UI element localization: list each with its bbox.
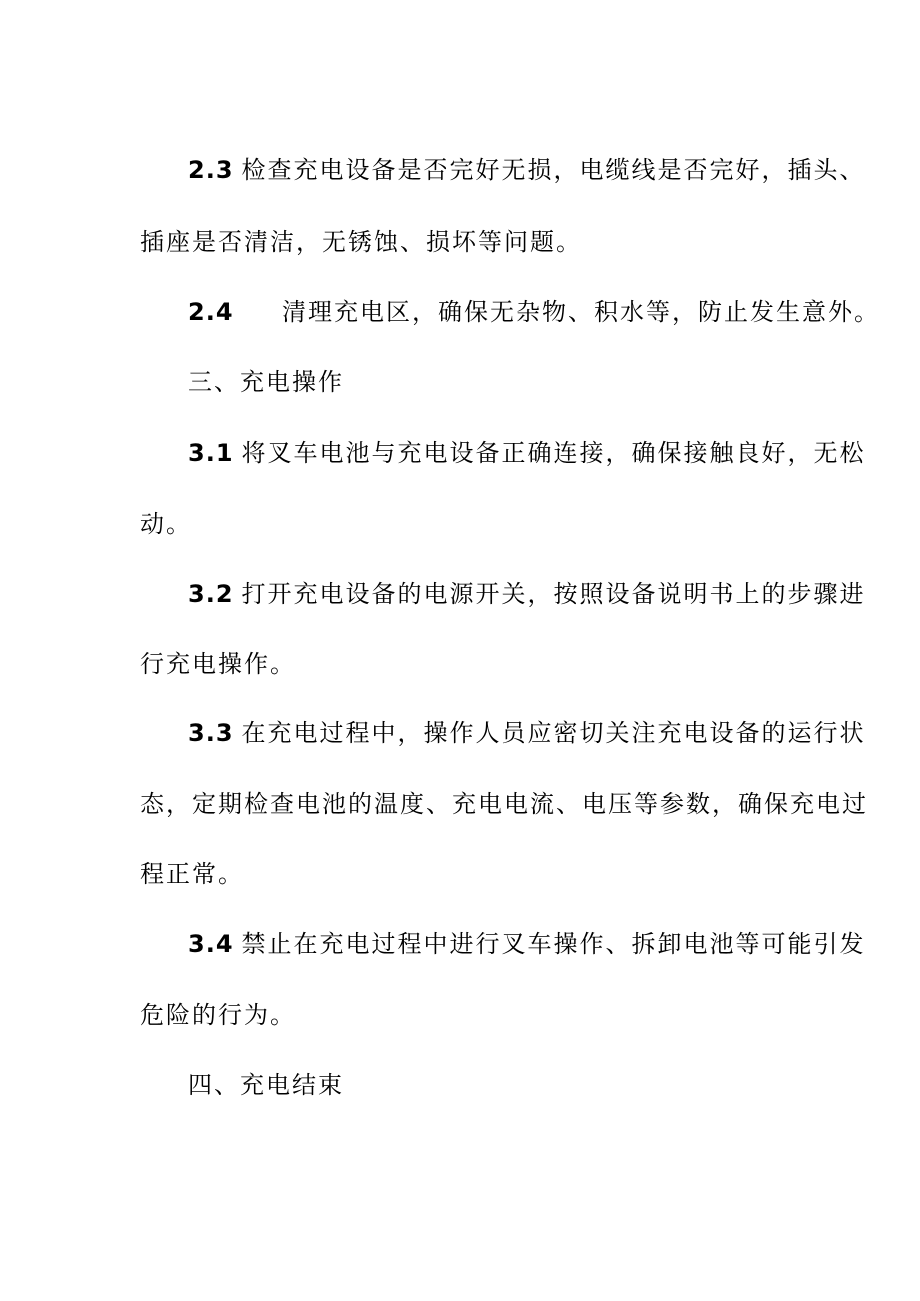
clause-text: 禁止在充电过程中进行叉车操作、拆卸电池等可能引发	[241, 930, 866, 958]
clause-text: 插座是否清洁，无锈蚀、损坏等问题。	[140, 228, 582, 256]
clause-text: 危险的行为。	[140, 1001, 296, 1029]
paragraph-line	[188, 296, 880, 328]
clause-text: 程正常。	[140, 860, 244, 888]
clause-text: 将叉车电池与充电设备正确连接，确保接触良好，无松	[241, 439, 866, 467]
clause-number: 3.3	[188, 719, 234, 747]
paragraph-line	[140, 648, 296, 680]
paragraph-line	[188, 717, 866, 749]
clause-number: 2.4	[188, 298, 234, 326]
clause-text: 清理充电区，确保无杂物、积水等，防止发生意外。	[282, 298, 880, 326]
clause-text: 在充电过程中，操作人员应密切关注充电设备的运行状	[241, 719, 866, 747]
clause-text: 行充电操作。	[140, 650, 296, 678]
paragraph-line	[140, 788, 868, 820]
paragraph-line	[188, 437, 866, 469]
paragraph-line	[140, 999, 296, 1031]
clause-number: 2.3	[188, 156, 234, 184]
section-heading	[188, 366, 344, 398]
clause-text: 打开充电设备的电源开关，按照设备说明书上的步骤进	[241, 580, 866, 608]
clause-text: 态，定期检查电池的温度、充电电流、电压等参数，确保充电过	[140, 790, 868, 818]
clause-text: 检查充电设备是否完好无损，电缆线是否完好，插头、	[241, 156, 866, 184]
paragraph-line	[140, 226, 582, 258]
clause-number: 3.2	[188, 580, 234, 608]
paragraph-line	[188, 578, 866, 610]
clause-number: 3.1	[188, 439, 234, 467]
section-heading-text: 四、充电结束	[188, 1071, 344, 1099]
clause-text: 动。	[140, 510, 192, 538]
paragraph-line	[140, 858, 244, 890]
section-heading	[188, 1069, 344, 1101]
paragraph-line	[188, 928, 866, 960]
paragraph-line	[188, 154, 866, 186]
paragraph-line	[140, 508, 192, 540]
clause-number: 3.4	[188, 930, 234, 958]
section-heading-text: 三、充电操作	[188, 368, 344, 396]
